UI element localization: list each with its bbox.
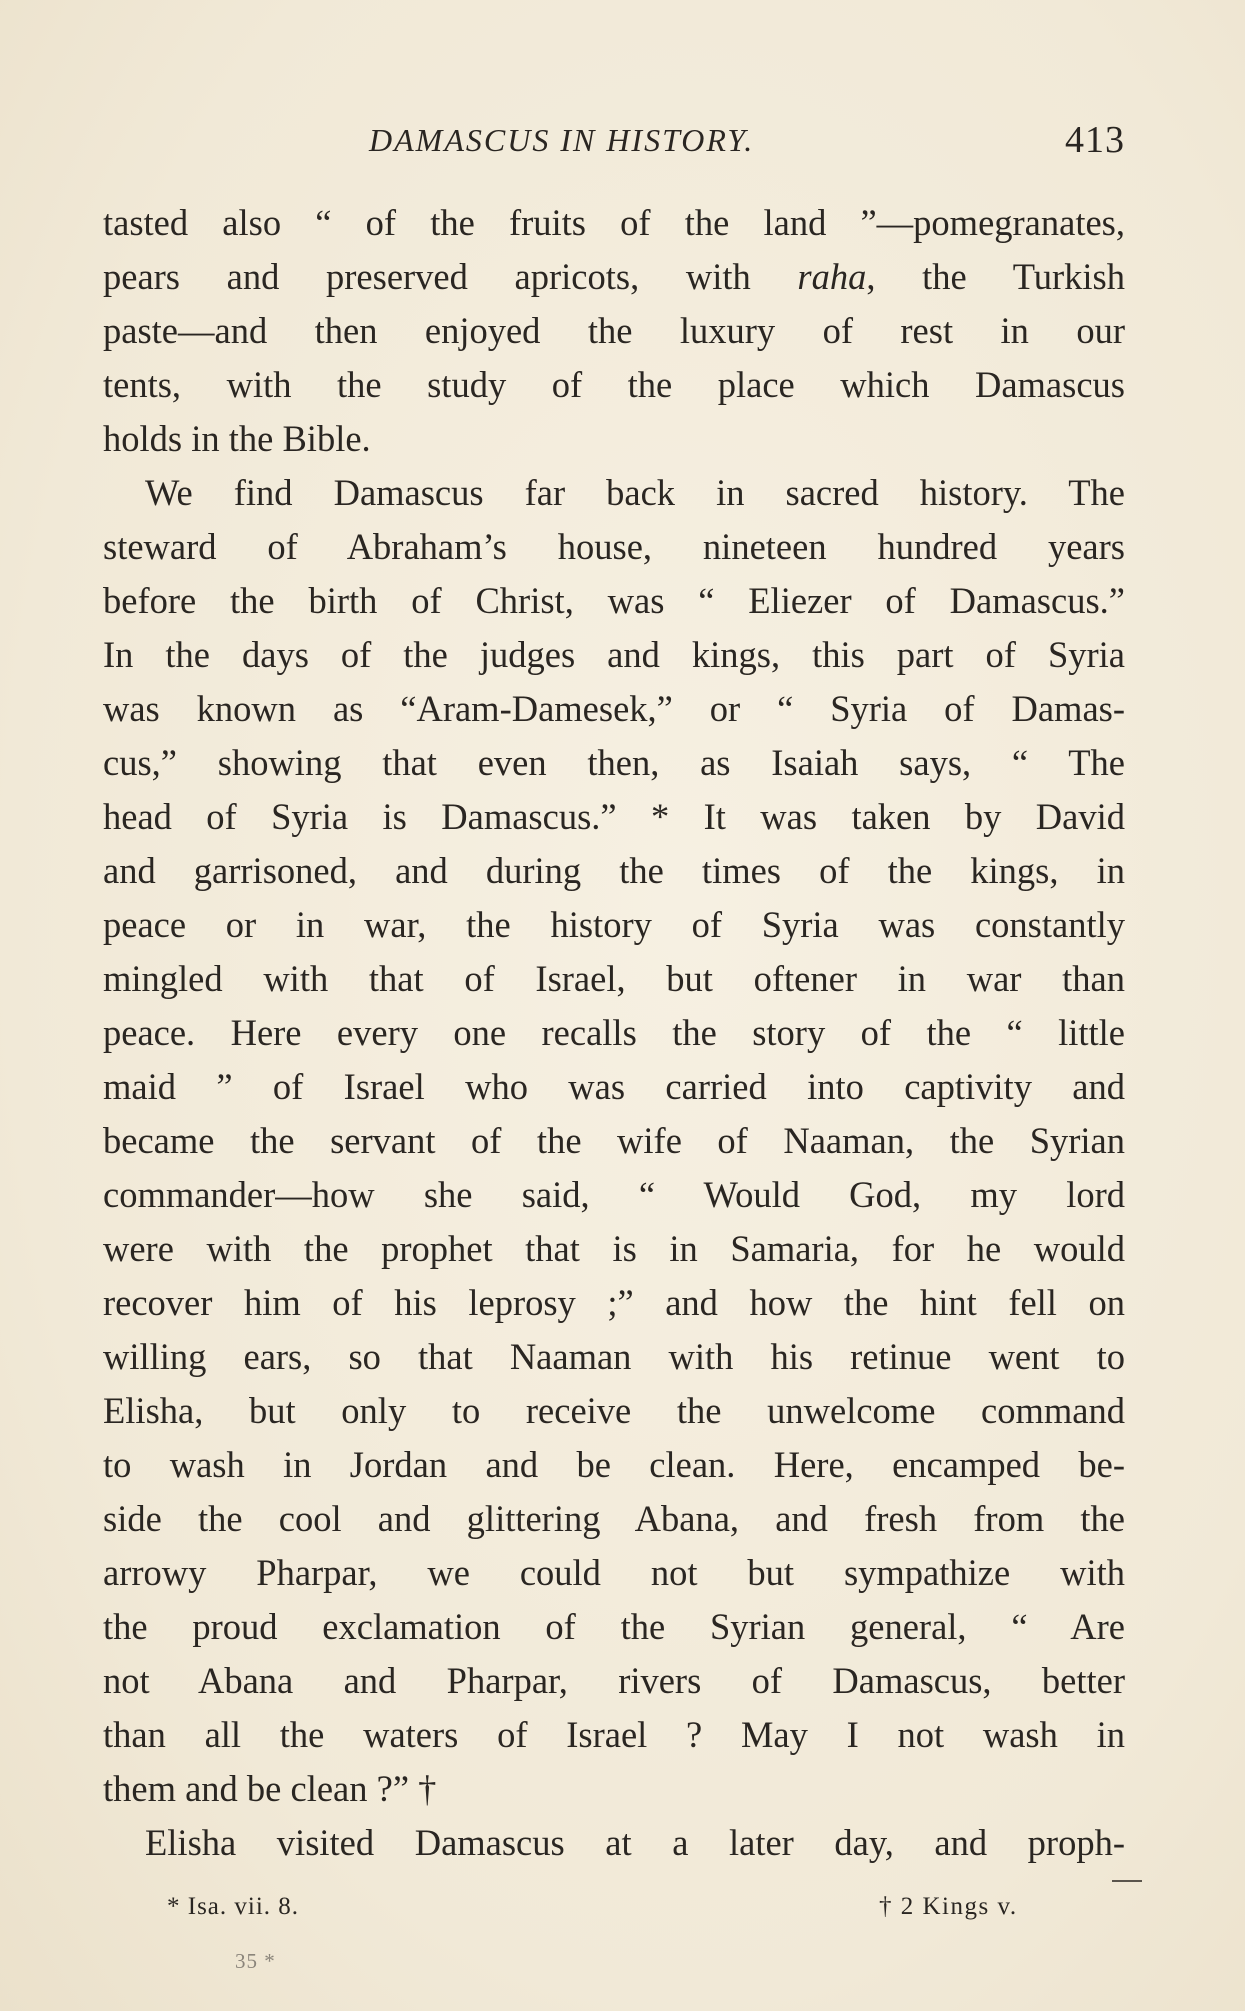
text-line: We find Damascus far back in sacred history. The [145,472,1125,513]
text-line: In the days of the judges and kings, this part of Syria [103,634,1125,675]
text-line: paste—and then enjoyed the luxury of rest in our [103,310,1125,351]
signature-mark: 35 * [235,1949,276,1973]
text-line: was known as “Aram-Damesek,” or “ Syria of Damas- [103,688,1125,729]
text-line: became the servant of the wife of Naaman, the Syrian [103,1120,1125,1161]
text-line: arrowy Pharpar, we could not but sympathize with [103,1552,1125,1593]
text-line: side the cool and glittering Abana, and fresh from the [103,1498,1125,1539]
text-line: cus,” showing that even then, as Isaiah says, “ The [103,742,1125,783]
footnotes [103,1893,1125,1927]
text-line: maid ” of Israel who was carried into captivity and [103,1066,1125,1107]
text-line: recover him of his leprosy ;” and how the hint fell on [103,1282,1125,1323]
text-line: mingled with that of Israel, but oftener in war than [103,958,1125,999]
page-number: 413 [1065,119,1125,161]
text-line: tents, with the study of the place which Damascus [103,364,1125,405]
text-line: were with the prophet that is in Samaria, for he would [103,1228,1125,1269]
text-line: commander—how she said, “ Would God, my lord [103,1174,1125,1215]
text-line: willing ears, so that Naaman with his retinue went to [103,1336,1125,1377]
text-line: not Abana and Pharpar, rivers of Damascus, better [103,1660,1125,1701]
text-line: before the birth of Christ, was “ Eliezer of Damascus.” [103,580,1125,621]
text-line: peace or in war, the history of Syria was constantly [103,904,1125,945]
text-line: Elisha visited Damascus at a later day, and proph- [145,1822,1125,1863]
body-text [103,196,1125,1870]
footnote-isaiah: * Isa. vii. 8. [167,1893,300,1920]
text-line: tasted also “ of the fruits of the land ”—pomegranates, [103,202,1125,243]
text-line: and garrisoned, and during the times of the kings, in [103,850,1125,891]
text-line: to wash in Jordan and be clean. Here, encamped be- [103,1444,1125,1485]
text-line: Elisha, but only to receive the unwelcome command [103,1390,1125,1431]
footnote-kings: † 2 Kings v. [879,1893,1018,1920]
text-line: steward of Abraham’s house, nineteen hundred years [103,526,1125,567]
text-line: the proud exclamation of the Syrian general, “ Are [103,1606,1125,1647]
text-line: peace. Here every one recalls the story of the “ little [103,1012,1125,1053]
text-line: head of Syria is Damascus.” * It was taken by David [103,796,1125,837]
footnote-rule [1112,1880,1142,1882]
text-line: them and be clean ?” † [103,1768,437,1809]
text-line: pears and preserved apricots, with raha, the Turkish [103,256,1125,297]
text-line: than all the waters of Israel ? May I not wash in [103,1714,1125,1755]
text-line: holds in the Bible. [103,418,371,459]
running-head: DAMASCUS IN HISTORY. [369,122,755,158]
page-header [103,118,1125,168]
